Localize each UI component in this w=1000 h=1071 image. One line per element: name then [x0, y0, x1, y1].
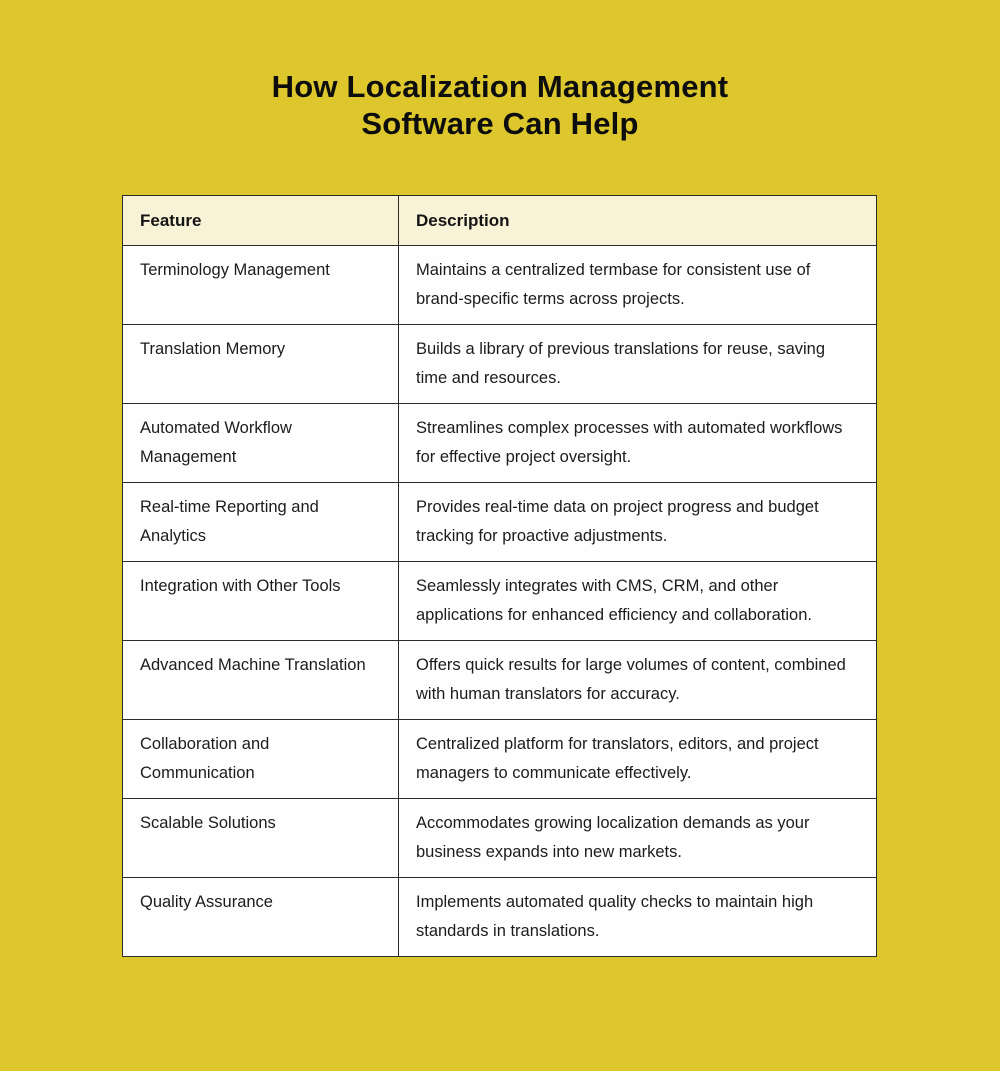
feature-cell: Integration with Other Tools [123, 562, 399, 641]
table-row [123, 641, 877, 720]
feature-cell: Advanced Machine Translation [123, 641, 399, 720]
table-row [123, 720, 877, 799]
header-cell-feature: Feature [123, 196, 399, 246]
feature-cell: Real-time Reporting and Analytics [123, 483, 399, 562]
header-cell-description: Description [399, 196, 877, 246]
feature-cell: Terminology Management [123, 246, 399, 325]
feature-cell: Quality Assurance [123, 878, 399, 957]
description-cell: Maintains a centralized termbase for consistent use of brand-specific terms across projects. [399, 246, 877, 325]
description-cell: Offers quick results for large volumes of content, combined with human translators for accuracy. [399, 641, 877, 720]
page-title [0, 68, 1000, 142]
feature-cell: Scalable Solutions [123, 799, 399, 878]
description-cell: Seamlessly integrates with CMS, CRM, and other applications for enhanced efficiency and collaboration. [399, 562, 877, 641]
table-row [123, 799, 877, 878]
table-row [123, 325, 877, 404]
table-row [123, 404, 877, 483]
table-header-row [123, 196, 877, 246]
table-row [123, 483, 877, 562]
page-title-line2: Software Can Help [361, 106, 639, 141]
description-cell: Provides real-time data on project progress and budget tracking for proactive adjustments. [399, 483, 877, 562]
feature-cell: Translation Memory [123, 325, 399, 404]
feature-table [122, 195, 877, 957]
feature-cell: Collaboration and Communication [123, 720, 399, 799]
description-cell: Implements automated quality checks to maintain high standards in translations. [399, 878, 877, 957]
description-cell: Accommodates growing localization demands as your business expands into new markets. [399, 799, 877, 878]
page-title-line1: How Localization Management [271, 69, 729, 104]
feature-table-container [122, 195, 876, 957]
feature-cell: Automated Workflow Management [123, 404, 399, 483]
table-row [123, 878, 877, 957]
description-cell: Builds a library of previous translations for reuse, saving time and resources. [399, 325, 877, 404]
description-cell: Streamlines complex processes with automated workflows for effective project oversight. [399, 404, 877, 483]
table-row [123, 562, 877, 641]
description-cell: Centralized platform for translators, editors, and project managers to communicate effectively. [399, 720, 877, 799]
table-row [123, 246, 877, 325]
